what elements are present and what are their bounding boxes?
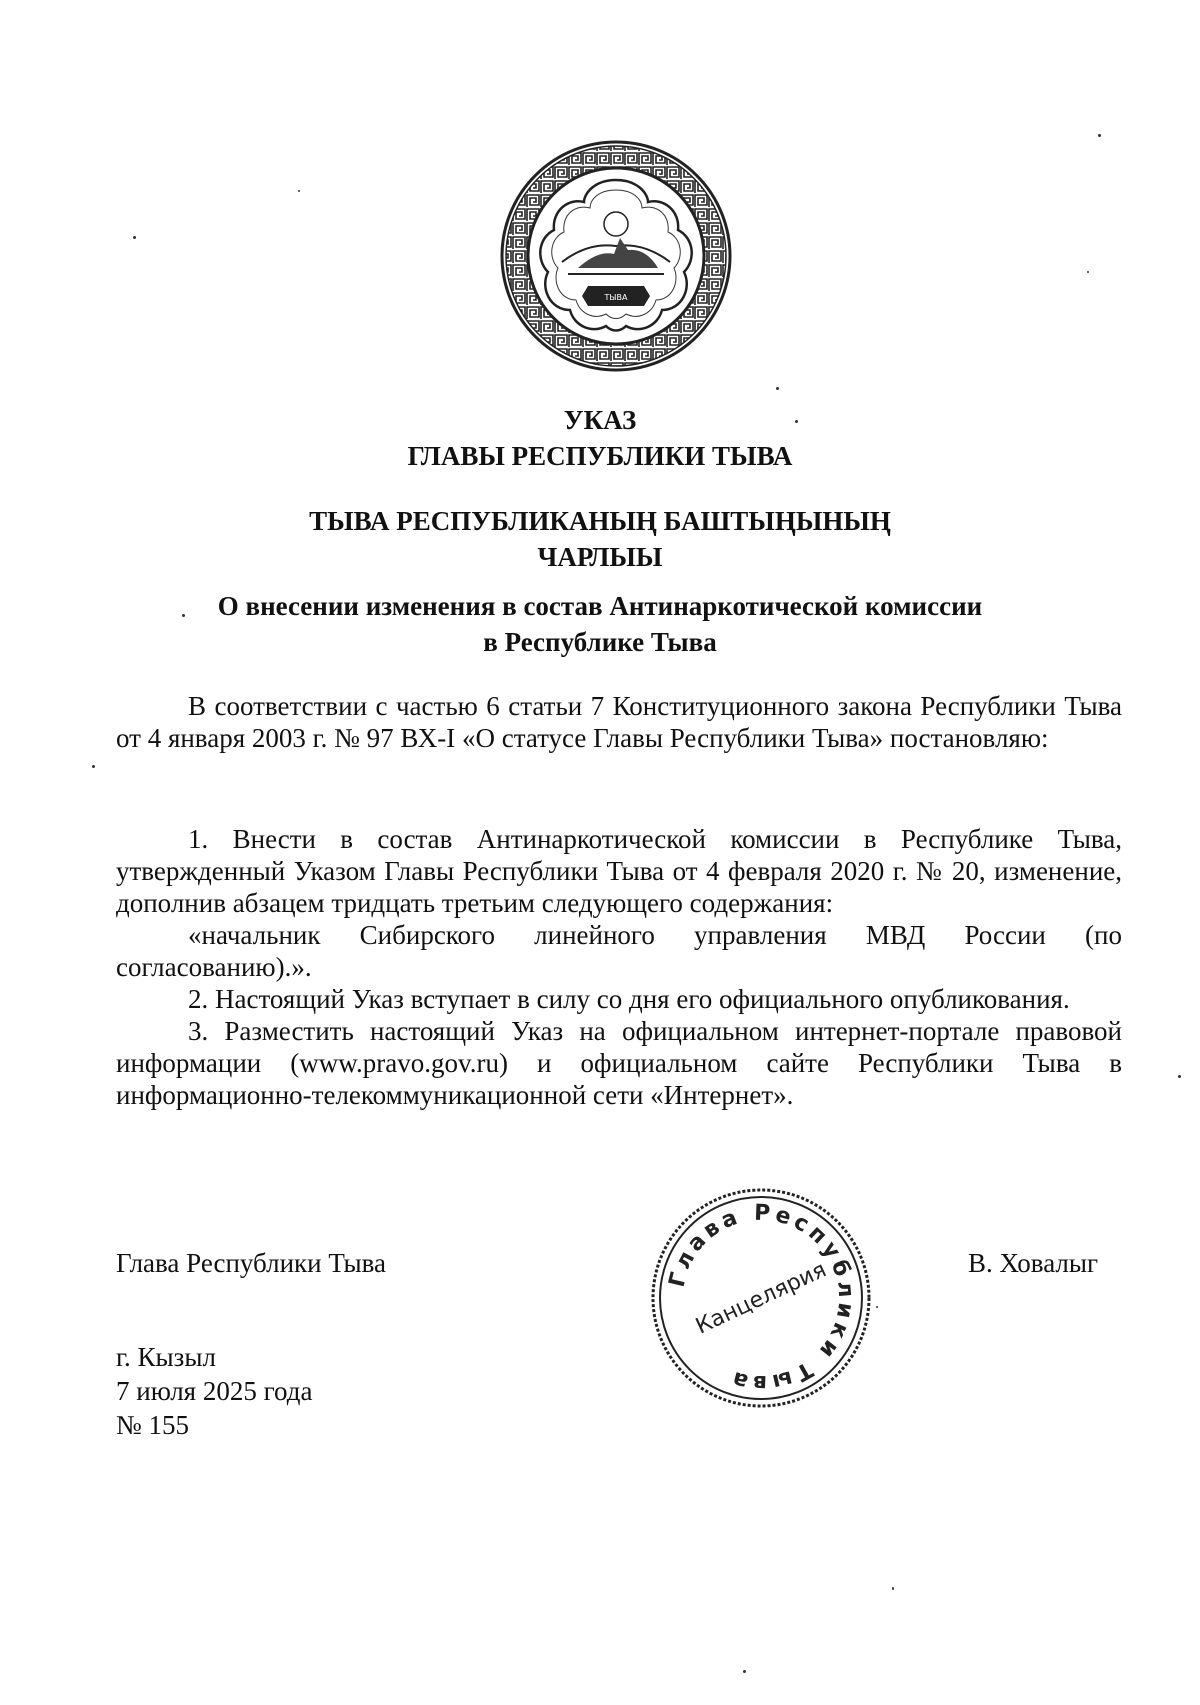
- subject-line-1: О внесении изменения в состав Антинаркотической комиссии: [217, 591, 983, 621]
- title-tyv-line-2: ЧАРЛЫЫ: [537, 542, 663, 572]
- preamble-block: [116, 690, 1122, 754]
- title-line-2: ГЛАВЫ РЕСПУБЛИКИ ТЫВА: [407, 441, 793, 471]
- preamble-paragraph: В соответствии с частью 6 статьи 7 Конституционного закона Республики Тыва от 4 января 2003 г. № 97 ВХ-I «О статусе Главы Республики Тыва» постановляю:: [116, 691, 1122, 753]
- decree-number: № 155: [116, 1410, 190, 1440]
- scan-speck: [1087, 271, 1089, 273]
- scan-speck: [1098, 134, 1101, 137]
- signatory-name: В. Ховалыг: [968, 1248, 1099, 1278]
- subject-line-2: в Республике Тыва: [483, 627, 717, 657]
- scan-speck: [182, 614, 185, 617]
- scan-speck: [795, 420, 798, 423]
- decree-title-tuvan: [0, 503, 1200, 575]
- scan-speck: [1178, 1075, 1181, 1078]
- scan-speck: [892, 1587, 894, 1590]
- scan-speck: [92, 765, 95, 768]
- round-stamp-icon: [646, 1183, 876, 1413]
- decree-subject: [150, 588, 1050, 660]
- scan-speck: [776, 387, 779, 390]
- decree-place-date: [116, 1340, 312, 1442]
- signatory-position: Глава Республики Тыва: [116, 1248, 387, 1278]
- title-line-1: УКАЗ: [563, 405, 637, 435]
- title-tyv-line-1: ТЫВА РЕСПУБЛИКАНЫҢ БАШТЫҢЫНЫҢ: [309, 506, 891, 536]
- decree-title: [0, 402, 1200, 474]
- scan-speck: [298, 190, 300, 192]
- decree-date: 7 июля 2025 года: [116, 1376, 313, 1406]
- decree-items: [116, 823, 1122, 1111]
- item-2-paragraph: 2. Настоящий Указ вступает в силу со дня его официального опубликования.: [188, 984, 1070, 1014]
- scan-speck: [876, 1306, 878, 1308]
- tuva-coat-of-arms-icon: [498, 138, 734, 374]
- item-1-quote-paragraph: «начальник Сибирского линейного управления МВД России (по согласованию).».: [116, 920, 1122, 982]
- stamp-ring-text: Глава Республики Тыва: [664, 1200, 859, 1396]
- svg-text:ТЫВА: ТЫВА: [604, 293, 628, 302]
- scan-speck: [743, 1670, 746, 1673]
- scan-speck: [133, 236, 136, 239]
- item-1-paragraph: 1. Внести в состав Антинаркотической комиссии в Республике Тыва, утвержденный Указом Главы Республики Тыва от 4 февраля 2020 г. № 20, изменение, дополнив абзацем тридцать третьим следующего содержания:: [116, 824, 1122, 918]
- stamp-center-text: Канцелярия: [692, 1257, 831, 1340]
- item-3-paragraph: 3. Разместить настоящий Указ на официальном интернет-портале правовой информации (www.pravo.gov.ru) и официальном сайте Республики Тыва в информационно-телекоммуникационной сети «Интернет».: [116, 1016, 1122, 1110]
- decree-city: г. Кызыл: [116, 1342, 216, 1372]
